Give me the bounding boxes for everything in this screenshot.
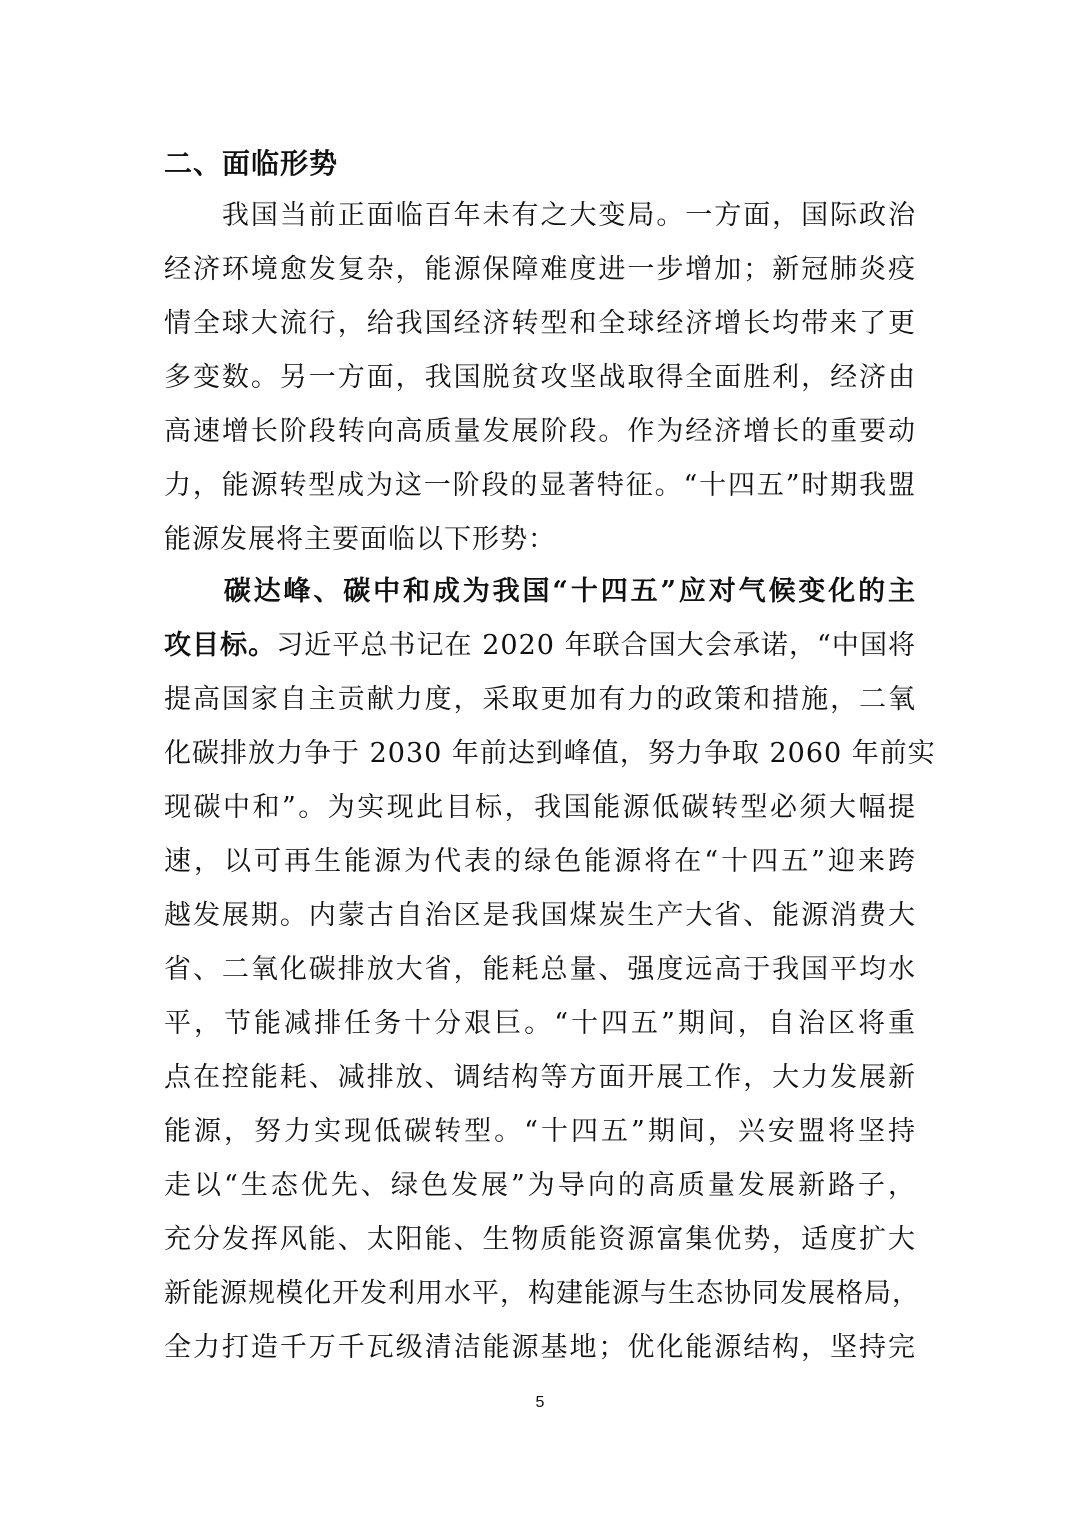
paragraph-2-bold-line bbox=[164, 566, 916, 618]
paragraph-2-line: 平，节能减排任务十分艰巨。“十四五”期间，自治区将重 bbox=[164, 1008, 916, 1039]
bold-lead-text: 攻目标。 bbox=[164, 630, 277, 661]
paragraph-1-line: 经济环境愈发复杂，能源保障难度进一步增加；新冠肺炎疫 bbox=[164, 254, 916, 285]
bold-lead-text: 碳达峰、碳中和成为我国“十四五”应对气候变化的主 bbox=[164, 576, 916, 607]
paragraph-2-line: 化碳排放力争于 2030 年前达到峰值，努力争取 2060 年前实 bbox=[164, 738, 936, 769]
page-number: 5 bbox=[535, 1394, 545, 1411]
paragraph-1-line: 多变数。另一方面，我国脱贫攻坚战取得全面胜利，经济由 bbox=[164, 362, 916, 393]
paragraph-2-line: 走以“生态优先、绿色发展”为导向的高质量发展新路子， bbox=[164, 1170, 916, 1201]
paragraph-1-line: 能源发展将主要面临以下形势： bbox=[164, 524, 556, 555]
paragraph-2-line: 点在控能耗、减排放、调结构等方面开展工作，大力发展新 bbox=[164, 1062, 916, 1093]
paragraph-1-line: 我国当前正面临百年未有之大变局。一方面，国际政治 bbox=[164, 200, 916, 231]
paragraph-2-line: 速，以可再生能源为代表的绿色能源将在“十四五”迎来跨 bbox=[164, 846, 916, 877]
paragraph-1-line: 情全球大流行，给我国经济转型和全球经济增长均带来了更 bbox=[164, 308, 916, 339]
paragraph-2-line: 能源，努力实现低碳转型。“十四五”期间，兴安盟将坚持 bbox=[164, 1116, 916, 1147]
paragraph-2-line: 越发展期。内蒙古自治区是我国煤炭生产大省、能源消费大 bbox=[164, 900, 916, 931]
body-text: 习近平总书记在 2020 年联合国大会承诺，“中国将 bbox=[276, 630, 917, 661]
paragraph-2-line: 现碳中和”。为实现此目标，我国能源低碳转型必须大幅提 bbox=[164, 792, 916, 823]
paragraph-1-line: 力，能源转型成为这一阶段的显著特征。“十四五”时期我盟 bbox=[164, 470, 916, 501]
paragraph-2-line: 充分发挥风能、太阳能、生物质能资源富集优势，适度扩大 bbox=[164, 1224, 916, 1255]
paragraph-2-line: 提高国家自主贡献力度，采取更加有力的政策和措施，二氧 bbox=[164, 684, 916, 715]
paragraph-2-line: 省、二氧化碳排放大省，能耗总量、强度远高于我国平均水 bbox=[164, 954, 916, 985]
paragraph-2-line: 新能源规模化开发利用水平，构建能源与生态协同发展格局， bbox=[164, 1278, 920, 1309]
paragraph-2-line bbox=[164, 620, 916, 672]
paragraph-2-line: 全力打造千万千瓦级清洁能源基地；优化能源结构，坚持完 bbox=[164, 1332, 916, 1363]
paragraph-1-line: 高速增长阶段转向高质量发展阶段。作为经济增长的重要动 bbox=[164, 416, 916, 447]
section-heading: 二、面临形势 bbox=[164, 147, 339, 180]
